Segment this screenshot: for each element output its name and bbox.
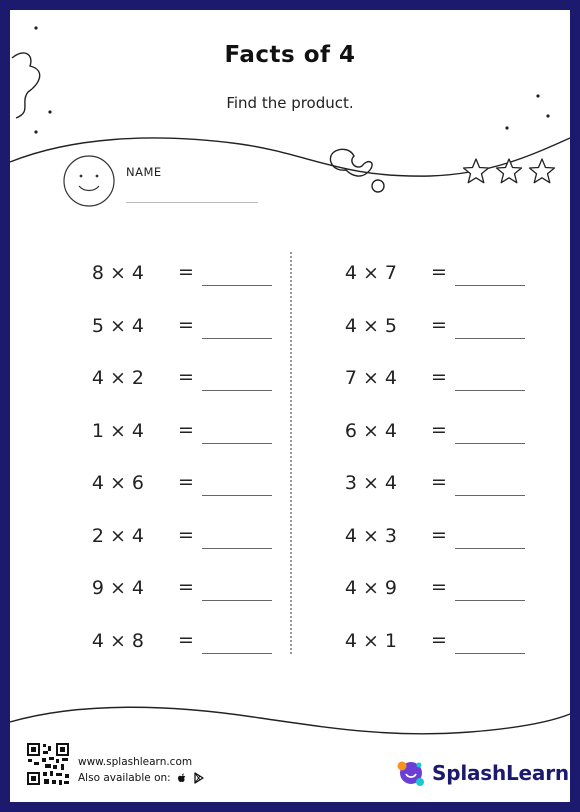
- problem-expression: 2 × 4: [91, 524, 144, 547]
- answer-blank[interactable]: [455, 653, 525, 654]
- problem-row: [335, 515, 535, 568]
- answer-blank[interactable]: [202, 390, 272, 391]
- equals-sign: =: [431, 366, 447, 388]
- available-on-row: [78, 772, 205, 784]
- answer-blank[interactable]: [202, 443, 272, 444]
- problem-row: [82, 357, 282, 410]
- answer-blank[interactable]: [202, 653, 272, 654]
- problem-expression: 1 × 4: [91, 419, 144, 442]
- equals-sign: =: [178, 313, 194, 336]
- answer-blank[interactable]: [455, 285, 525, 286]
- play-store-icon[interactable]: [193, 772, 205, 784]
- problem-row: [335, 462, 535, 515]
- problem-expression: 4 × 2: [91, 367, 144, 389]
- problem-row: [335, 305, 535, 358]
- splashlearn-logo[interactable]: [396, 758, 569, 788]
- apple-icon[interactable]: [176, 772, 188, 784]
- problem-expression: 5 × 4: [91, 314, 144, 337]
- equals-sign: =: [431, 418, 447, 441]
- problem-expression: 3 × 4: [344, 472, 397, 494]
- problem-expression: 4 × 6: [91, 472, 144, 494]
- qr-code-icon[interactable]: [26, 742, 70, 786]
- problems-column-right: [335, 252, 535, 672]
- problem-expression: 8 × 4: [91, 262, 144, 284]
- problem-row: [335, 567, 535, 620]
- brand-name: SplashLearn: [432, 761, 569, 785]
- splashlearn-logo-icon: [396, 758, 426, 788]
- worksheet-title: Facts of 4: [224, 42, 356, 68]
- worksheet-instructions: Find the product.: [226, 94, 354, 112]
- equals-sign: =: [431, 471, 447, 493]
- equals-sign: =: [431, 628, 447, 651]
- answer-blank[interactable]: [202, 495, 272, 496]
- column-divider: [290, 252, 292, 654]
- problem-expression: 4 × 5: [344, 314, 397, 337]
- worksheet: [10, 10, 570, 802]
- equals-sign: =: [178, 366, 194, 388]
- problem-expression: 4 × 7: [344, 262, 397, 284]
- answer-blank[interactable]: [455, 390, 525, 391]
- answer-blank[interactable]: [455, 548, 525, 549]
- problems-column-left: [82, 252, 282, 672]
- equals-sign: =: [178, 576, 194, 598]
- equals-sign: =: [178, 628, 194, 651]
- answer-blank[interactable]: [202, 338, 272, 339]
- answer-blank[interactable]: [455, 600, 525, 601]
- equals-sign: =: [431, 313, 447, 336]
- problem-row: [335, 252, 535, 305]
- problem-expression: 4 × 3: [344, 524, 397, 547]
- equals-sign: =: [431, 576, 447, 598]
- problem-row: [82, 305, 282, 358]
- equals-sign: =: [431, 523, 447, 546]
- equals-sign: =: [431, 261, 447, 283]
- problem-row: [82, 410, 282, 463]
- problem-expression: 4 × 9: [344, 577, 397, 599]
- website-link[interactable]: www.splashlearn.com: [78, 756, 193, 768]
- name-input-line[interactable]: [126, 202, 258, 203]
- problem-row: [82, 462, 282, 515]
- equals-sign: =: [178, 471, 194, 493]
- answer-blank[interactable]: [455, 338, 525, 339]
- answer-blank[interactable]: [202, 600, 272, 601]
- problem-row: [82, 620, 282, 673]
- problem-row: [82, 252, 282, 305]
- equals-sign: =: [178, 418, 194, 441]
- rating-stars-icon: [460, 156, 560, 188]
- equals-sign: =: [178, 261, 194, 283]
- answer-blank[interactable]: [455, 495, 525, 496]
- answer-blank[interactable]: [202, 548, 272, 549]
- name-label: NAME: [126, 165, 162, 179]
- problem-row: [335, 620, 535, 673]
- available-on-label: Also available on:: [78, 772, 171, 784]
- problem-row: [82, 515, 282, 568]
- problem-row: [335, 410, 535, 463]
- problem-expression: 4 × 1: [344, 629, 397, 652]
- equals-sign: =: [178, 523, 194, 546]
- answer-blank[interactable]: [455, 443, 525, 444]
- smiley-face-icon: [62, 154, 116, 208]
- problem-expression: 7 × 4: [344, 367, 397, 389]
- problem-expression: 9 × 4: [91, 577, 144, 599]
- answer-blank[interactable]: [202, 285, 272, 286]
- problem-row: [335, 357, 535, 410]
- problem-row: [82, 567, 282, 620]
- problem-expression: 4 × 8: [91, 629, 144, 652]
- problem-expression: 6 × 4: [344, 419, 397, 442]
